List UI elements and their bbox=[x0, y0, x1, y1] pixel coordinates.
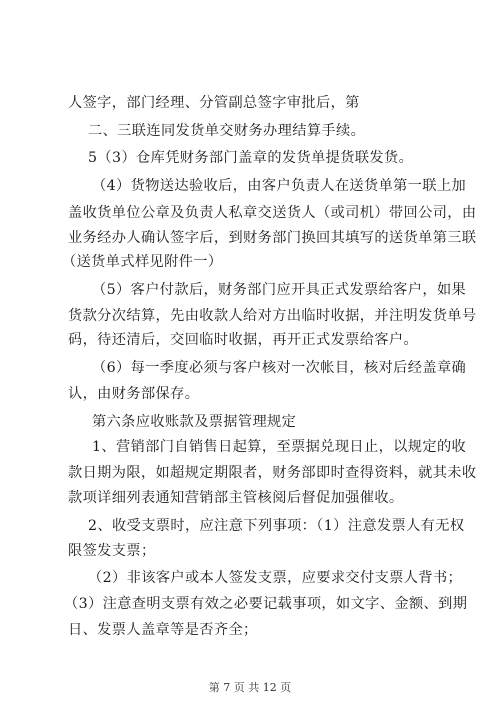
text-line: 款项详细列表通知营销部主管核阅后督促加强催收。 bbox=[68, 490, 404, 506]
text-line: 款日期为限，如超规定期限者，财务部即时查得资料，就其未收 bbox=[68, 465, 477, 481]
text-line: 5（3）仓库凭财务部门盖章的发货单提货联发货。 bbox=[88, 150, 414, 166]
text-line: 日、发票人盖章等是否齐全； bbox=[68, 622, 258, 638]
text-line: （2）非该客户或本人签发支票，应要求交付支票人背书； bbox=[88, 570, 463, 586]
text-line: （4）货物送达验收后，由客户负责人在送货单第一联上加 bbox=[92, 178, 467, 194]
text-line: 业务经办人确认签字后，到财务部门换回其填写的送货单第三联 bbox=[68, 230, 477, 246]
section-heading: 第六条应收账款及票据管理规定 bbox=[92, 414, 297, 430]
text-line: 限签发支票； bbox=[68, 543, 156, 559]
text-line: 盖收货单位公章及负责人私章交送货人（或司机）带回公司，由 bbox=[68, 205, 477, 221]
page-footer: 第 7 页 共 12 页 bbox=[208, 681, 292, 694]
text-line: 货款分次结算，先由收款人给对方出临时收据，并注明发货单号 bbox=[68, 308, 477, 324]
text-line: 2、收受支票时，应注意下列事项：（1）注意发票人有无权 bbox=[88, 518, 465, 534]
text-line: 码，待还清后，交回临时收据，再开正式发票给客户。 bbox=[68, 332, 419, 348]
text-line: （5）客户付款后，财务部门应开具正式发票给客户，如果 bbox=[92, 282, 467, 298]
text-line: 二、三联连同发货单交财务办理结算手续。 bbox=[88, 123, 366, 139]
text-line: （3）注意查明支票有效之必要记载事项，如文字、金额、到期 bbox=[64, 596, 468, 612]
text-line: （送货单式样见附件一） bbox=[62, 254, 223, 270]
text-line: 人签字，部门经理、分管副总签字审批后，第 bbox=[68, 95, 360, 111]
text-line: 认，由财务部保存。 bbox=[68, 386, 200, 402]
text-line: （6）每一季度必须与客户核对一次帐目，核对后经盖章确 bbox=[92, 360, 467, 376]
text-line: 1、营销部门自销售日起算，至票据兑现日止，以规定的收 bbox=[92, 439, 467, 455]
